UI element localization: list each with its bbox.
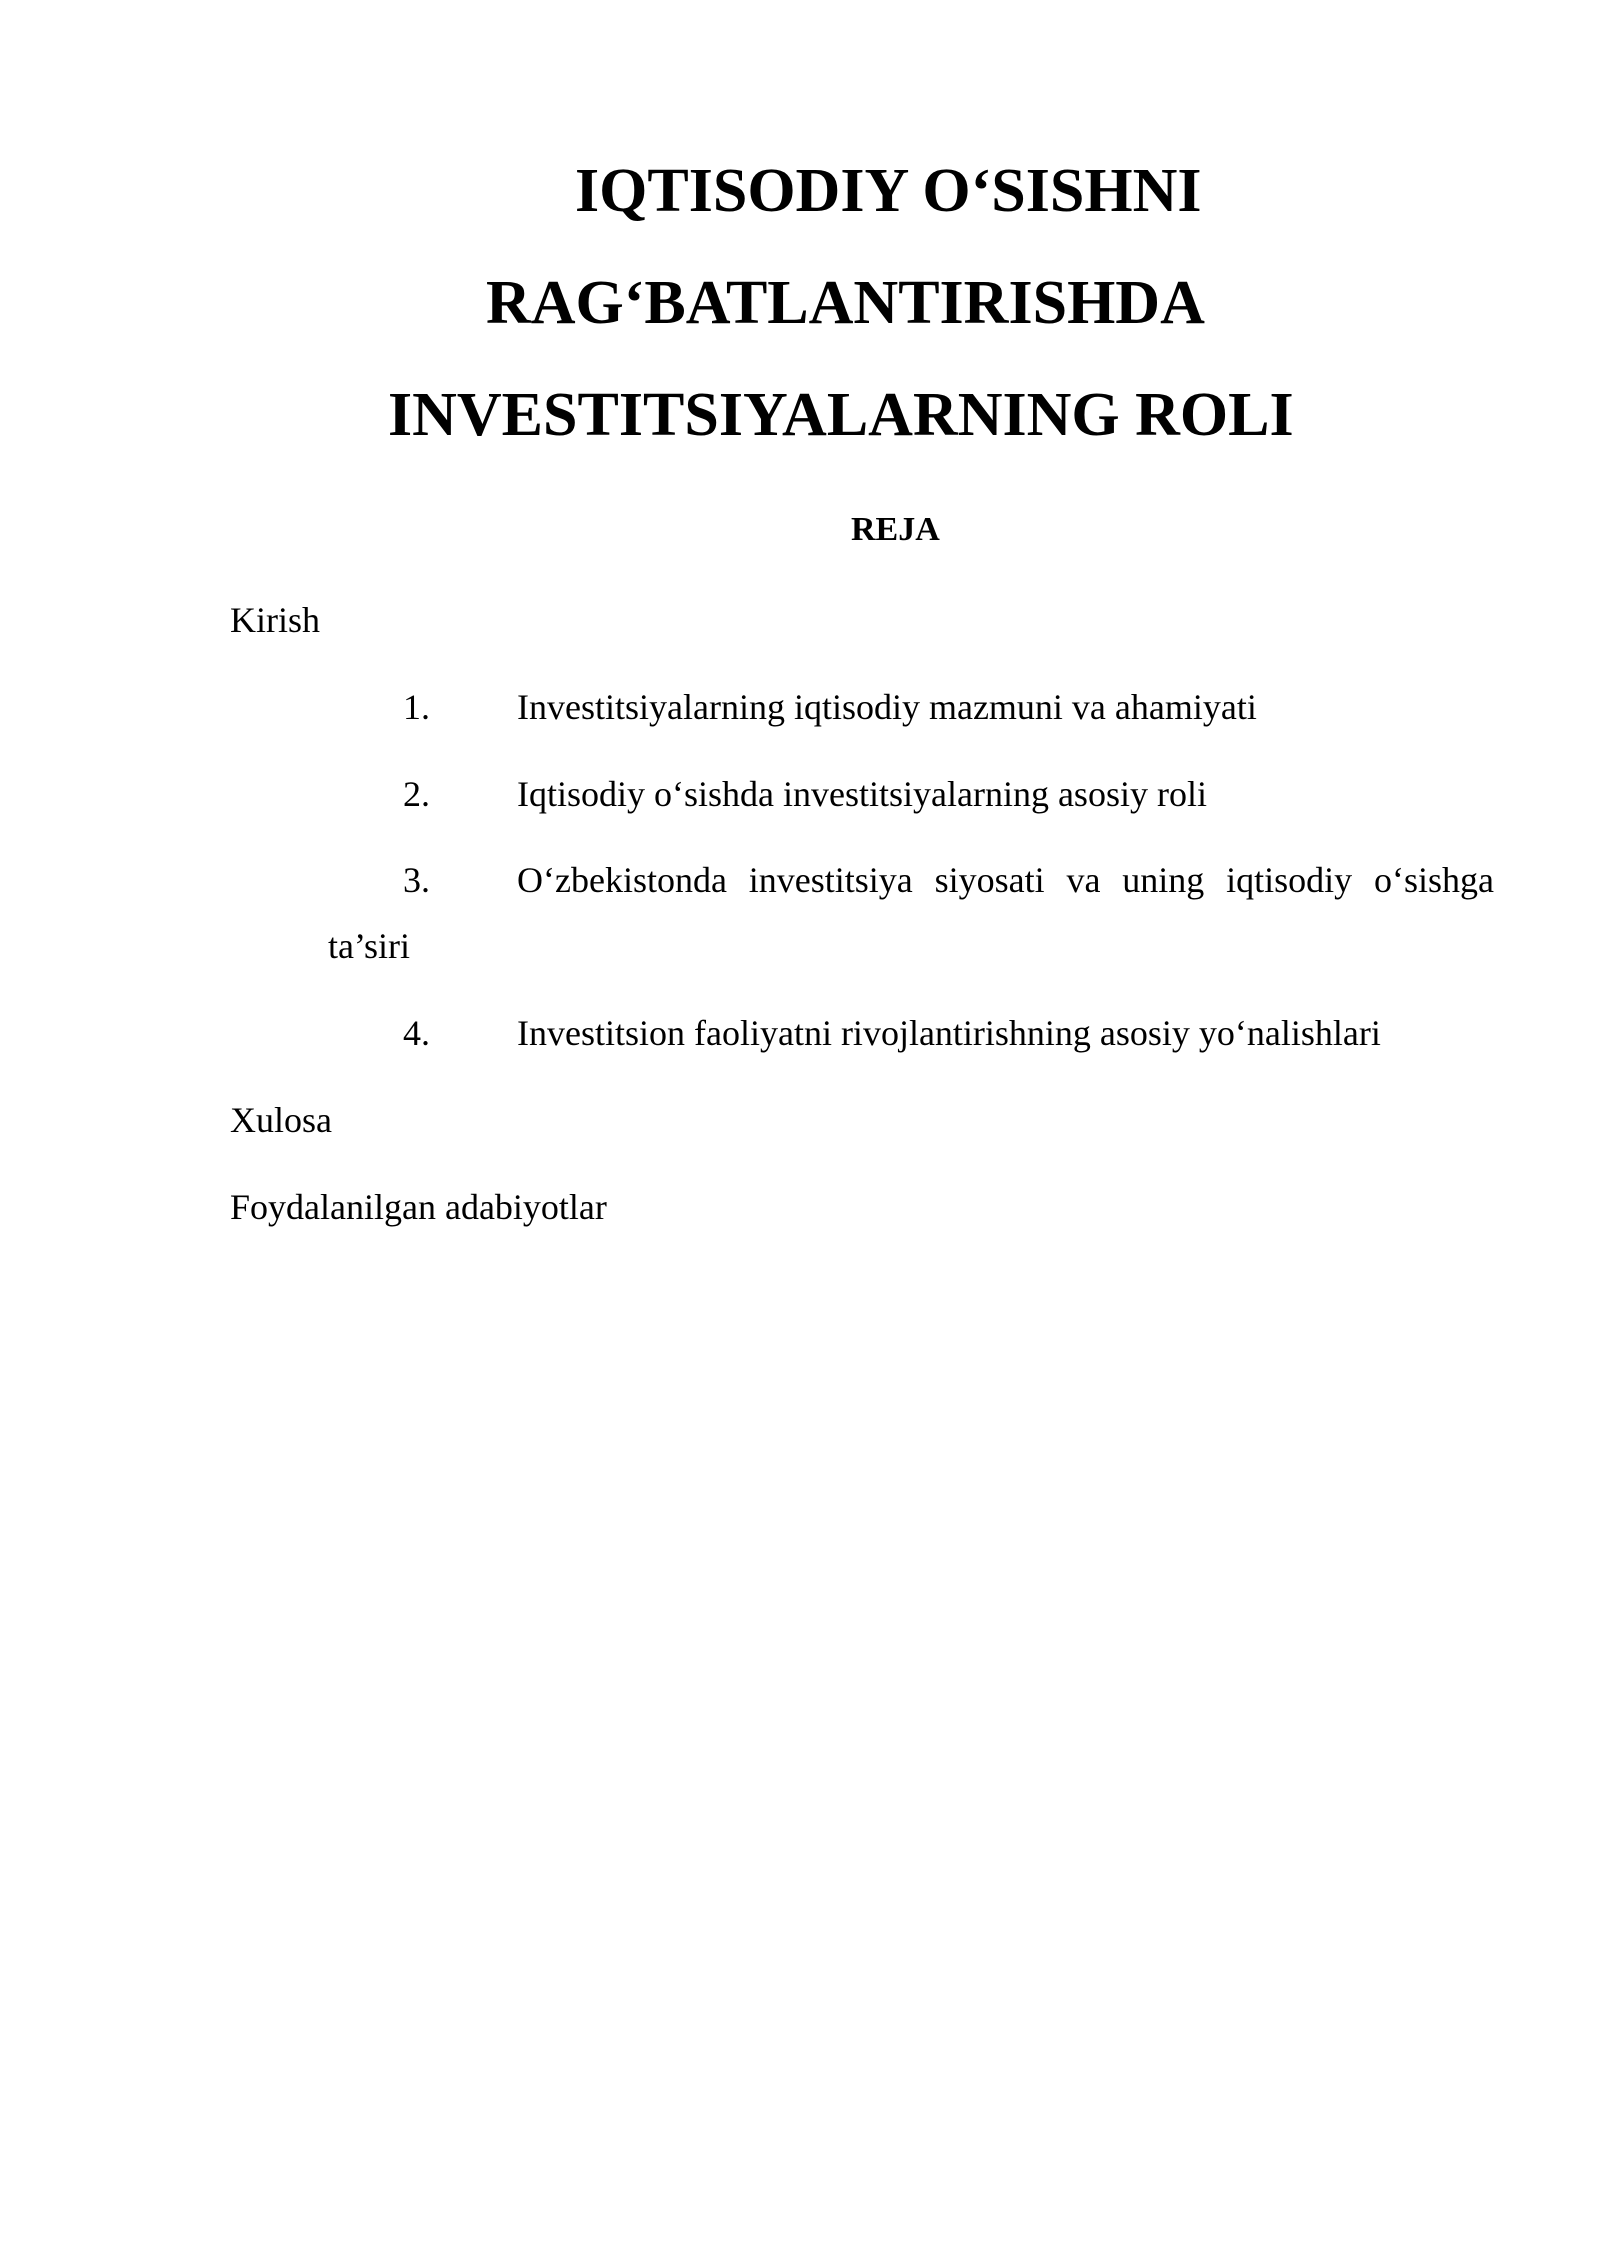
title-line-2: RAG‘BATLANTIRISHDA xyxy=(486,269,1205,337)
plan-item-number: 4. xyxy=(403,1013,430,1053)
plan-item-text: Investitsiyalarning iqtisodiy mazmuni va ahamiyati xyxy=(517,687,1257,727)
plan-item-number: 2. xyxy=(403,774,430,814)
plan-item-text: O‘zbekistonda investitsiya siyosati va uning iqtisodiy o‘sishga xyxy=(517,860,1494,900)
plan-item-continuation: ta’siri xyxy=(328,926,410,966)
plan-item-number: 1. xyxy=(403,687,430,727)
plan-conclusion: Xulosa xyxy=(230,1100,332,1140)
plan-references: Foydalanilgan adabiyotlar xyxy=(230,1187,607,1227)
plan-item-number: 3. xyxy=(403,860,430,900)
plan-item-text: Iqtisodiy o‘sishda investitsiyalarning asosiy roli xyxy=(517,774,1207,814)
title-line-3: INVESTITSIYALARNING ROLI xyxy=(388,381,1294,449)
plan-intro: Kirish xyxy=(230,600,320,640)
title-line-1: IQTISODIY O‘SISHNI xyxy=(575,157,1202,225)
plan-heading: REJA xyxy=(851,511,940,548)
plan-item-text: Investitsion faoliyatni rivojlantirishning asosiy yo‘nalishlari xyxy=(517,1013,1381,1053)
